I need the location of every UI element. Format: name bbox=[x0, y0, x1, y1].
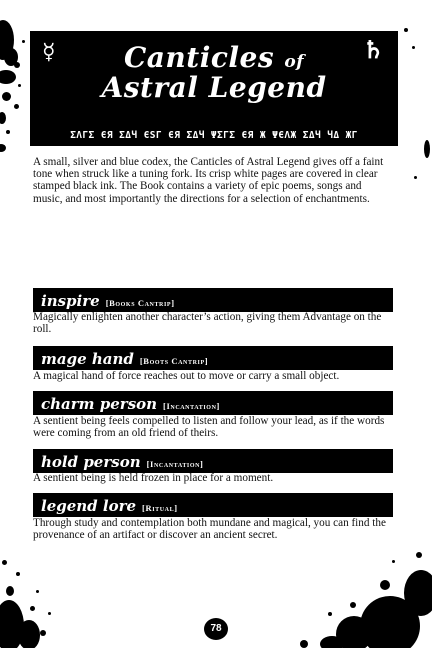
page-title-line-1 bbox=[30, 38, 398, 74]
spell-header-legend-lore bbox=[33, 493, 393, 517]
spell-name: charm person bbox=[41, 395, 158, 413]
spell-description: Through study and contemplation both mundane and magical, you can find the provenance of an artifact or discover an ancient secret. bbox=[33, 517, 386, 541]
page-title-line-2: Astral Legend bbox=[101, 71, 327, 104]
spell-tag: [Incantation] bbox=[163, 401, 220, 411]
title-word-canticles: Canticles bbox=[123, 41, 275, 74]
spell-tag: [Ritual] bbox=[142, 503, 178, 513]
saturn-symbol-icon: ♄ bbox=[362, 38, 384, 64]
spell-tag: [Incantation] bbox=[146, 459, 204, 469]
spell-header-inspire bbox=[33, 288, 393, 312]
mercury-symbol-icon: ☿ bbox=[42, 39, 56, 64]
spell-name: legend lore bbox=[41, 497, 137, 515]
spell-description: A magical hand of force reaches out to move or carry a small object. bbox=[33, 370, 340, 382]
spell-header-charm-person bbox=[33, 391, 393, 415]
spell-description: A sentient being is held frozen in place for a moment. bbox=[33, 472, 274, 484]
rune-inscription: ΣΛΓΣ ЄЯ ΣΔЧ ЄЅΓ ЄЯ ΣΔЧ ΨΣΓΣ ЄЯ Ж ΨЄΛЖ ΣΔЧ ЧΔ ЖΓ bbox=[70, 130, 358, 141]
spell-description: A sentient being feels compelled to listen and follow your lead, as if the words were coming from an old friend of theirs. bbox=[33, 415, 385, 439]
page-number: 78 bbox=[204, 618, 228, 640]
spell-description: Magically enlighten another character’s action, giving them Advantage on the roll. bbox=[33, 311, 382, 335]
spell-tag: [Boots Cantrip] bbox=[139, 356, 209, 366]
spell-name: hold person bbox=[41, 453, 141, 471]
spell-header-hold-person bbox=[33, 449, 393, 473]
spell-tag: [Books Cantrip] bbox=[105, 298, 175, 308]
spell-name: inspire bbox=[41, 292, 100, 310]
spell-name: mage hand bbox=[41, 350, 134, 368]
intro-paragraph: A small, silver and blue codex, the Canticles of Astral Legend gives off a faint tone when struck like a tuning fork. Its crisp white pages are covered in clear stamped black ink. The Book contains a variety of epic poems, songs and music, and most importantly the directions for a selection of enchantments. bbox=[33, 156, 384, 205]
title-word-of: of bbox=[284, 52, 305, 72]
title-banner bbox=[30, 31, 398, 146]
spell-header-mage-hand bbox=[33, 346, 393, 370]
